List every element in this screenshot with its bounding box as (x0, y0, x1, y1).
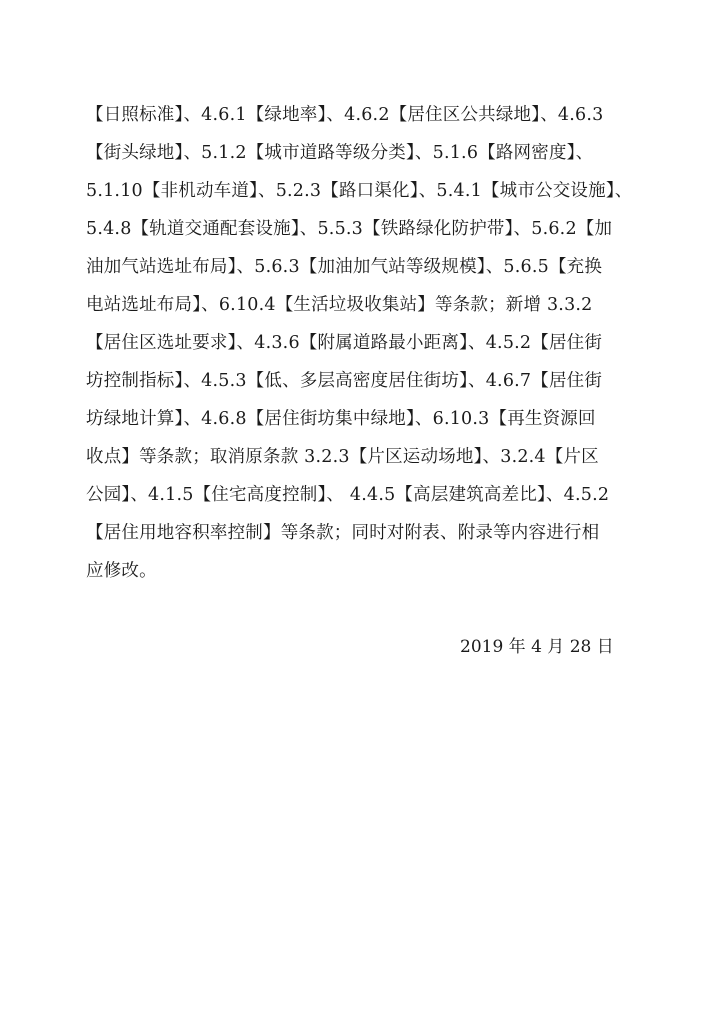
body-paragraph (86, 96, 646, 590)
text-line: 【日照标准】、4.6.1【绿地率】、4.6.2【居住区公共绿地】、4.6.3 (86, 105, 604, 125)
text-line: 电站选址布局】、6.10.4【生活垃圾收集站】等条款；新增 3.3.2 (86, 295, 593, 315)
text-line: 坊绿地计算】、4.6.8【居住街坊集中绿地】、6.10.3【再生资源回 (86, 409, 596, 429)
text-line: 油加气站选址布局】、5.6.3【加油加气站等级规模】、5.6.5【充换 (86, 257, 603, 277)
text-line: 5.4.8【轨道交通配套设施】、5.5.3【铁路绿化防护带】、5.6.2【加 (86, 219, 613, 239)
document-date: 2019 年 4 月 28 日 (460, 637, 614, 657)
text-line: 5.1.10【非机动车道】、5.2.3【路口渠化】、5.4.1【城市公交设施】、 (86, 181, 633, 201)
text-line: 【居住区选址要求】、4.3.6【附属道路最小距离】、4.5.2【居住街 (86, 333, 603, 353)
text-line: 【街头绿地】、5.1.2【城市道路等级分类】、5.1.6【路网密度】、 (86, 143, 594, 163)
text-line: 收点】等条款；取消原条款 3.2.3【片区运动场地】、3.2.4【片区 (86, 447, 599, 467)
text-line: 公园】、4.1.5【住宅高度控制】、 4.4.5【高层建筑高差比】、4.5.2 (86, 485, 610, 505)
text-line: 坊控制指标】、4.5.3【低、多层高密度居住街坊】、4.6.7【居住街 (86, 371, 603, 391)
text-line: 【居住用地容积率控制】等条款；同时对附表、附录等内容进行相 (86, 523, 600, 543)
text-line: 应修改。 (86, 561, 157, 581)
